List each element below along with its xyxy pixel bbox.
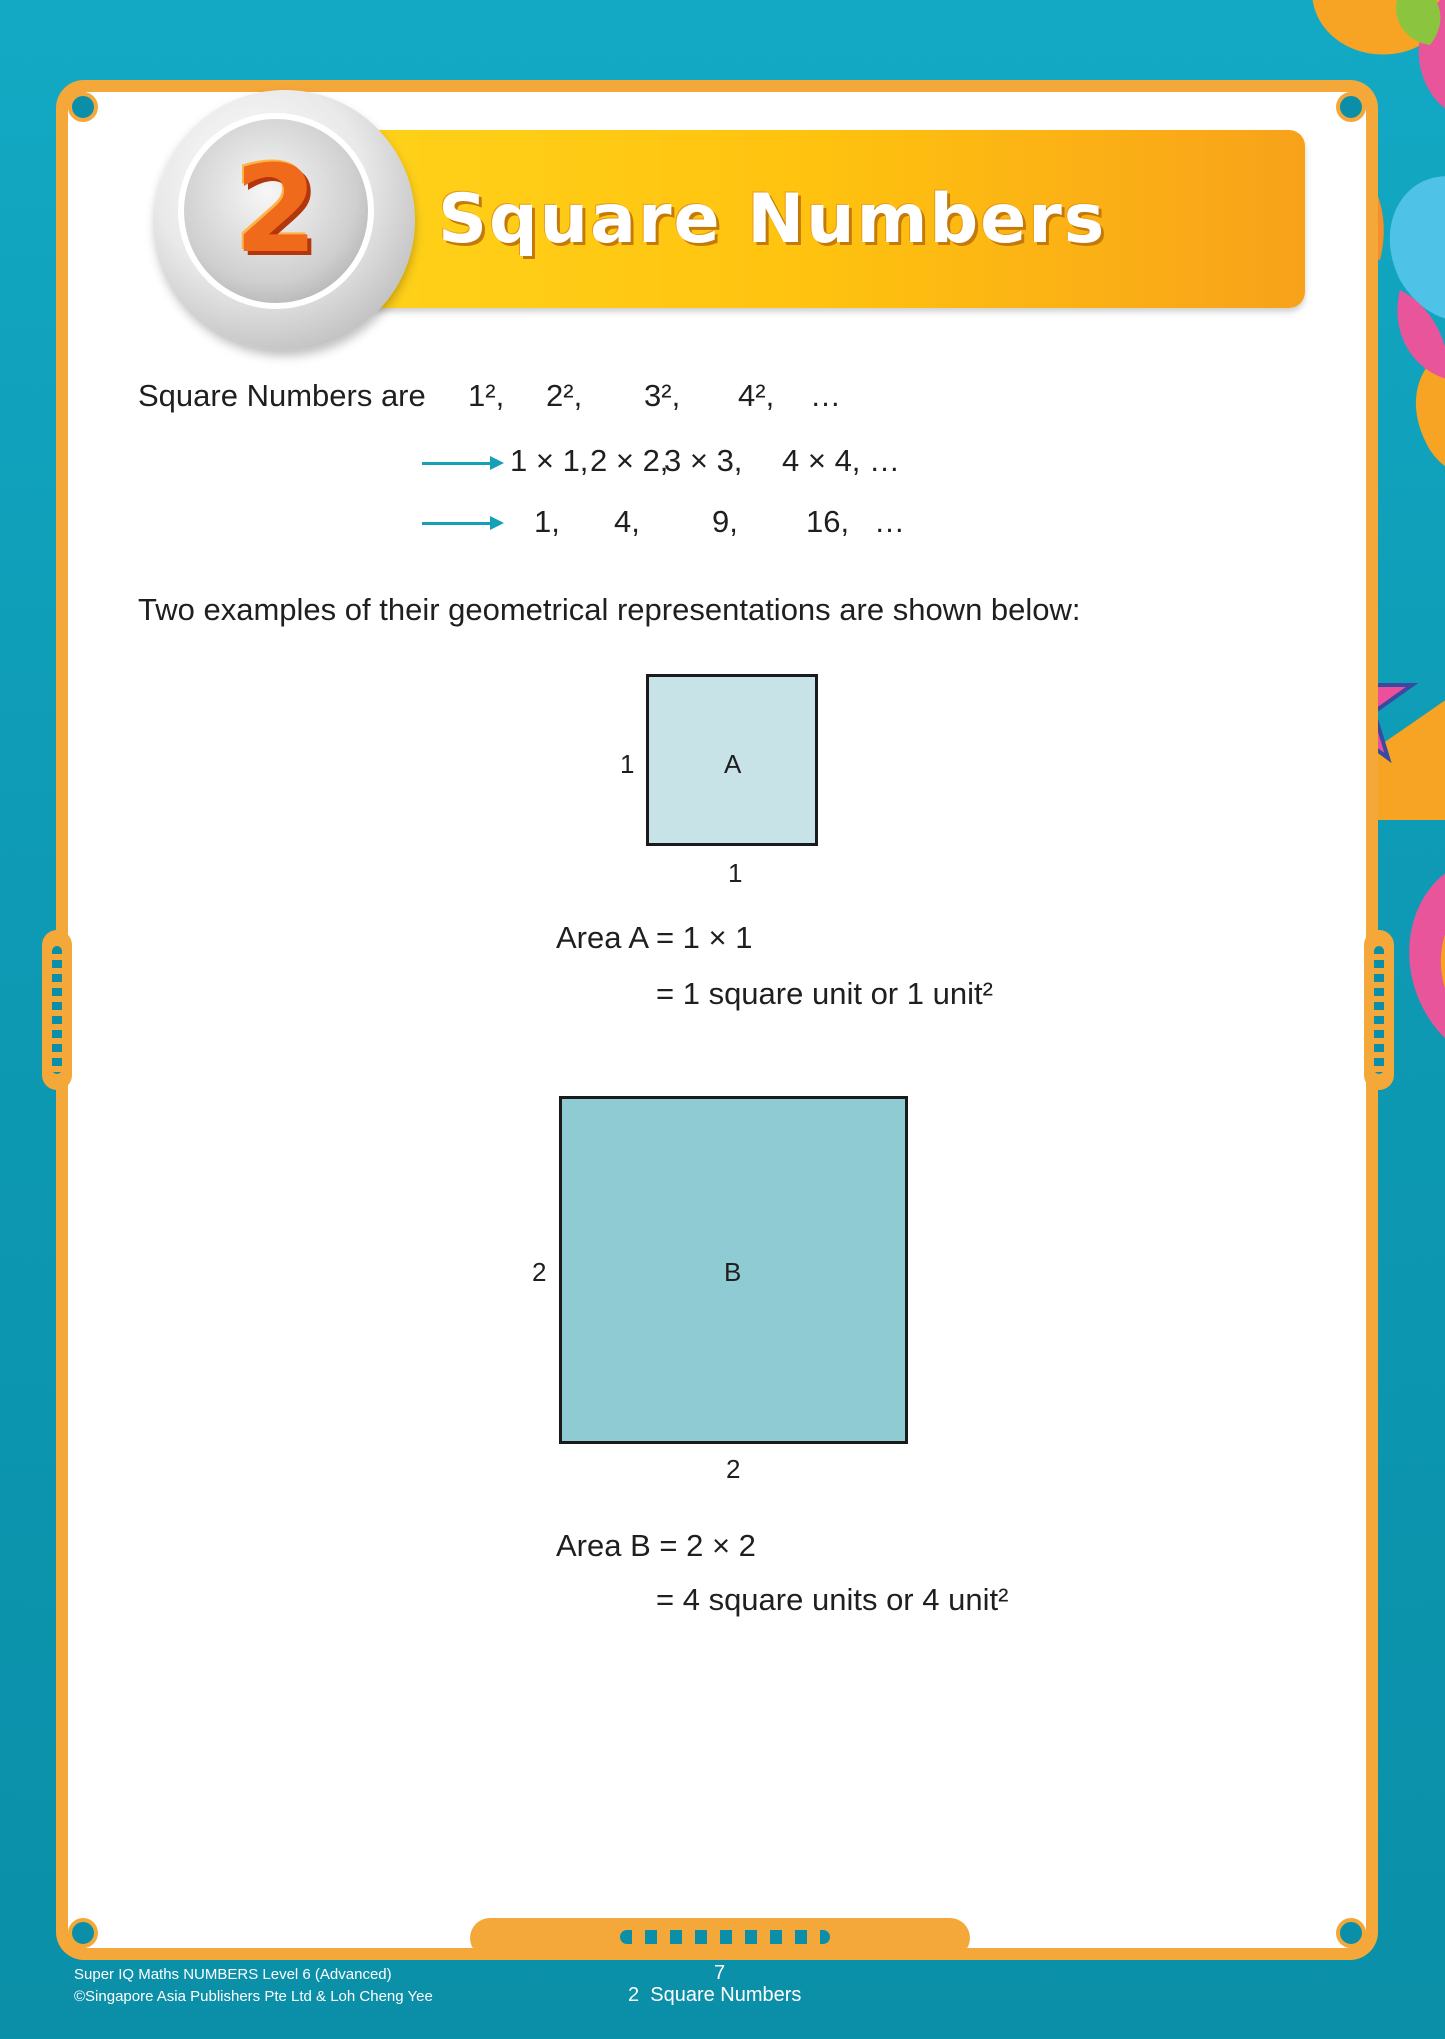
frame-bolt-top-right xyxy=(1336,92,1366,122)
square-b-side-bottom: 2 xyxy=(726,1454,741,1484)
footer-book-title: Super IQ Maths NUMBERS Level 6 (Advanced) xyxy=(74,1966,392,1983)
examples-sentence: Two examples of their geometrical representations are shown below: xyxy=(138,592,1081,627)
value-ellipsis: … xyxy=(874,504,905,539)
product-3: 3 × 3, xyxy=(664,443,743,478)
frame-bolt-top-left xyxy=(68,92,98,122)
power-2: 2², xyxy=(546,378,583,413)
page-content-area xyxy=(68,92,1366,1948)
product-1: 1 × 1, xyxy=(510,443,589,478)
square-a-side-left: 1 xyxy=(620,749,635,779)
area-b-line1: Area B = 2 × 2 xyxy=(556,1528,756,1563)
square-a-side-bottom: 1 xyxy=(728,858,743,888)
power-1: 1², xyxy=(468,378,505,413)
frame-side-tab-left xyxy=(42,930,72,1090)
area-a-line2: = 1 square unit or 1 unit² xyxy=(656,976,993,1011)
power-4: 4², xyxy=(738,378,775,413)
chapter-title: Square Numbers xyxy=(438,180,1107,259)
area-a-line1: Area A = 1 × 1 xyxy=(556,920,753,955)
chapter-number: 2 xyxy=(234,141,318,280)
page-number: 7 xyxy=(714,1962,726,1984)
value-16: 16, xyxy=(806,504,850,539)
square-b-label: B xyxy=(724,1257,742,1287)
frame-bolt-bottom-right xyxy=(1336,1918,1366,1948)
power-3: 3², xyxy=(644,378,681,413)
arrow-icon xyxy=(422,462,500,465)
intro-lead: Square Numbers are xyxy=(138,378,426,413)
power-ellipsis: … xyxy=(810,378,841,413)
product-4: 4 × 4, … xyxy=(782,443,901,478)
value-9: 9, xyxy=(712,504,738,539)
square-b-side-left: 2 xyxy=(532,1257,547,1287)
square-a-label: A xyxy=(724,749,742,779)
value-1: 1, xyxy=(534,504,560,539)
footer-copyright: ©Singapore Asia Publishers Pte Ltd & Loh Cheng Yee xyxy=(74,1988,433,2005)
frame-side-tab-right xyxy=(1364,930,1394,1090)
page-frame xyxy=(56,80,1378,1960)
value-4: 4, xyxy=(614,504,640,539)
frame-bottom-dots xyxy=(620,1930,830,1944)
area-b-line2: = 4 square units or 4 unit² xyxy=(656,1582,1009,1617)
product-2: 2 × 2, xyxy=(590,443,669,478)
running-title: 2 Square Numbers xyxy=(628,1984,802,2006)
frame-bolt-bottom-left xyxy=(68,1918,98,1948)
arrow-icon xyxy=(422,522,500,525)
